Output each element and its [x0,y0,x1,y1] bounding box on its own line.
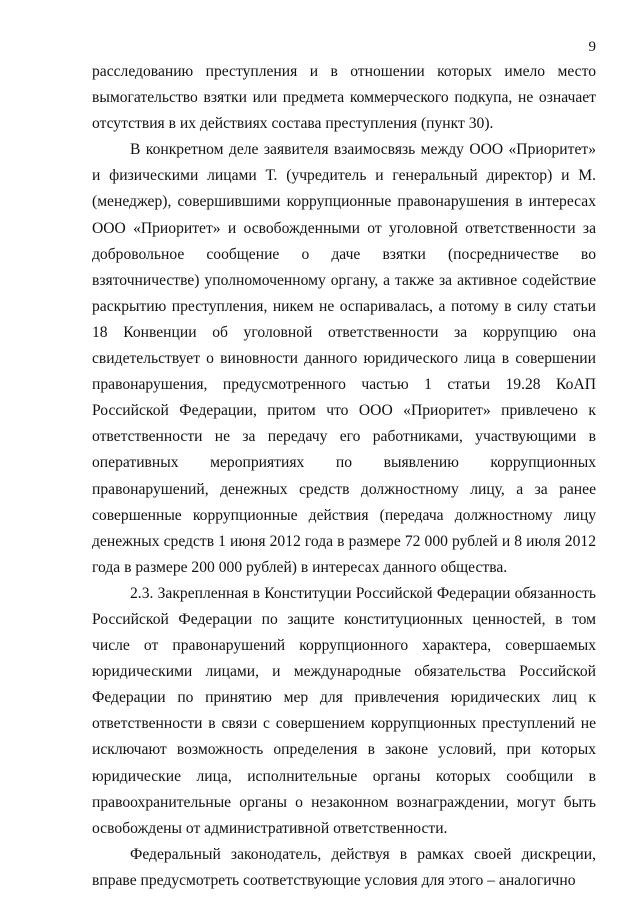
paragraph-section-2-3: 2.3. Закрепленная в Конституции Российской Федерации обязанность Российской Федерации по защите конституционных ценностей, в том числе от правонарушений коррупционного характера, совершаемых юридическими лицами, и международные обязательства Российской Федерации по принятию мер для привлечения юридических лиц к ответственности в связи с совершением коррупционных преступлений не исключают возможность определения в законе условий, при которых юридические лица, исполнительные органы которых сообщили в правоохранительные органы о незаконном вознаграждении, могут быть освобождены от административной ответственности. [92,584,596,837]
page-number: 9 [588,39,596,55]
paragraph-case-details: В конкретном деле заявителя взаимосвязь между ООО «Приоритет» и физическими лицами Т. (учредитель и генеральный директор) и М. (менеджер), совершившими коррупционные правонарушения в интересах ООО «Приоритет» и освобожденными от уголовной ответственности за добровольное сообщение о даче взятки (посредничестве во взяточничестве) уполномоченному органу, а также за активное содействие раскрытию преступления, никем не оспаривалась, а потому в силу статьи 18 Конвенции об уголовной ответственности за коррупцию она свидетельствует о виновности данного юридического лица в совершении правонарушения, предусмотренного частью 1 статьи 19.28 КоАП Российской Федерации, притом что ООО «Приоритет» привлечено к ответственности не за передачу его работниками, участвующими в оперативных мероприятиях по выявлению коррупционных правонарушений, денежных средств должностному лицу, а за ранее совершенные коррупционные действия (передача должностному лицу денежных средств 1 июня 2012 года в размере 72 000 рублей и 8 июля 2012 года в размере 200 000 рублей) в интересах данного общества. [92,141,596,576]
paragraph-legislator-discretion: Федеральный законодатель, действуя в рамках своей дискреции, вправе предусмотреть соответствующие условия для этого – аналогично [92,845,596,889]
document-body [92,59,596,894]
paragraph-continuation: расследованию преступления и в отношении которых имело место вымогательство взятки или предмета коммерческого подкупа, не означает отсутствия в их действиях состава преступления (пункт 30). [92,63,596,133]
